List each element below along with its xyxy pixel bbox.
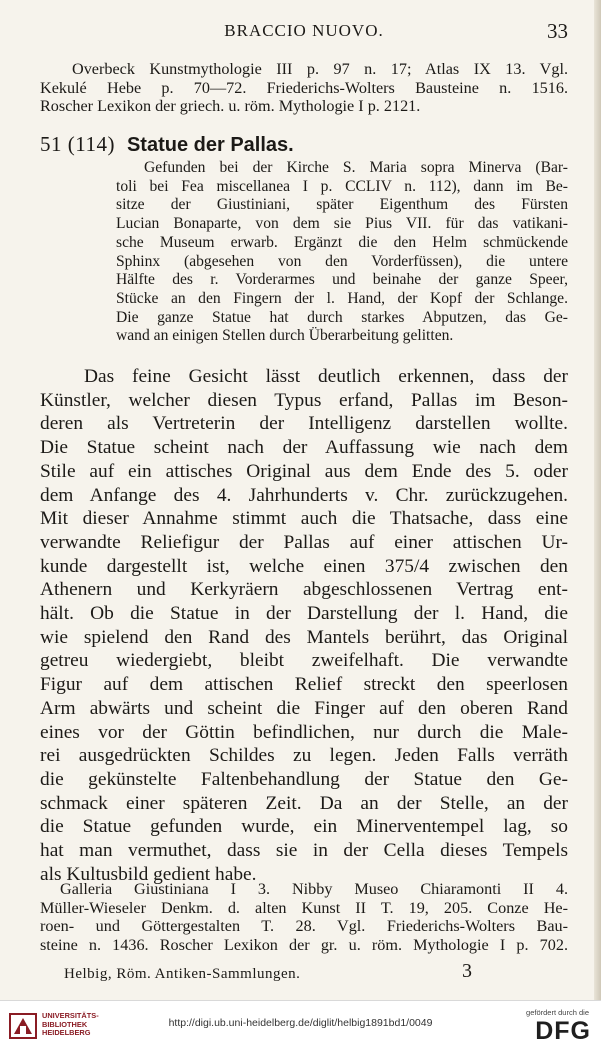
body-line: als Kultusbild gedient habe.	[40, 863, 257, 885]
provenance-line: Gefunden bei der Kirche S. Maria sopra Minerva (Bar-	[144, 159, 568, 176]
reference-line: Roscher Lexikon der griech. u. röm. Mythologie I p. 2121.	[40, 97, 421, 116]
page-number: 33	[547, 19, 568, 43]
reference-line: Müller-Wieseler Denkm. d. alten Kunst II T. 19, 205. Conze He-	[40, 898, 568, 917]
body-line: hat man vermuthet, dass sie in der Cella dieses Tempels	[40, 840, 568, 862]
body-line: rei ausgedrückten Schildes zu legen. Jeden Falls verräth	[40, 745, 568, 767]
provenance-paragraph	[116, 159, 568, 346]
body-line: verwandte Reliefigur der Pallas auf einer attischen Ur-	[40, 531, 568, 553]
body-line: getreu wiedergiebt, bleibt zweifelhaft. Die verwandte	[40, 650, 568, 672]
entry-heading	[40, 132, 568, 157]
body-line: die Statue gefunden wurde, ein Minerventempel lag, so	[40, 816, 568, 838]
body-line: dem Anfange des 4. Jahrhunderts v. Chr. zurückzugehen.	[40, 484, 568, 506]
provenance-line: Die ganze Statue hat durch starkes Abputzen, das Ge-	[116, 308, 568, 326]
body-line: Stile auf ein attisches Original aus dem Ende des 5. oder	[40, 460, 568, 482]
running-title: BRACCIO NUOVO.	[224, 21, 384, 40]
entry-number: 51 (114)	[40, 132, 115, 156]
page-gutter-shadow	[594, 0, 601, 1000]
body-line: wie spielend den Rand des Mantels berührt, das Original	[40, 626, 568, 648]
reference-line: Kekulé Hebe p. 70—72. Friederichs-Wolters Bausteine n. 1516.	[40, 78, 568, 97]
library-name-line: BIBLIOTHEK	[42, 1019, 88, 1029]
reference-line: Galleria Giustiniana I 3. Nibby Museo Chiaramonti II 4.	[60, 880, 568, 898]
printer-signature: Helbig, Röm. Antiken-Sammlungen.	[64, 966, 301, 982]
references-bottom	[40, 880, 568, 954]
provenance-line: Stücke an den Fingern der l. Hand, der Kopf der Schlange.	[116, 289, 568, 307]
signature-number: 3	[462, 960, 472, 982]
body-line: Arm abwärts und scheint die Finger auf den oberen Rand	[40, 697, 568, 719]
funding-caption: gefördert durch die	[526, 1008, 589, 1017]
body-line: hält. Ob die Statue in der Darstellung der l. Hand, die	[40, 603, 568, 625]
provenance-line: Sphinx (abgesehen von den Vorderfüssen), die untere	[116, 252, 568, 270]
entry-title: Statue der Pallas.	[126, 134, 294, 156]
body-line: Athenern und Kerkyräern abgeschlossenen Vertrag ent-	[40, 579, 568, 601]
reference-line: roen- und Göttergestalten T. 28. Vgl. Friederichs-Wolters Bau-	[40, 917, 568, 936]
body-line: Mit dieser Annahme stimmt auch die Thatsache, dass eine	[40, 508, 568, 530]
library-name-line: UNIVERSITÄTS-	[42, 1011, 99, 1020]
running-head	[40, 19, 568, 45]
body-line: Das feine Gesicht lässt deutlich erkennen, dass der	[84, 366, 568, 387]
provenance-line: Lucian Bonaparte, von dem sie Pius VII. für das vatikani-	[116, 215, 568, 233]
body-line: kunde dargestellt ist, welche einen 375/4 zwischen den	[40, 555, 568, 577]
provenance-line: sche Museum erwarb. Ergänzt die den Helm schmückende	[116, 233, 568, 251]
body-line: Künstler, welcher diesen Typus erfand, Pallas im Beson-	[40, 389, 568, 411]
viewer-footer-bar	[0, 1000, 601, 1049]
references-top	[40, 60, 568, 116]
reference-line: steine n. 1436. Roscher Lexikon der gr. u. röm. Mythologie I p. 702.	[40, 935, 568, 954]
body-line: Figur auf dem attischen Relief streckt den speerlosen	[40, 674, 568, 696]
body-line: Die Statue scheint nach der Auffassung wie nach dem	[40, 437, 568, 459]
provenance-line: sitze der Giustiniani, später Eigenthum des Fürsten	[116, 196, 568, 214]
provenance-line: toli bei Fea miscellanea I p. CCLIV n. 112), dann im Be-	[116, 177, 568, 195]
provenance-line: Hälfte des r. Vorderarmes und beinahe der ganze Speer,	[116, 271, 568, 289]
body-line: die gekünstelte Faltenbehandlung der Statue den Ge-	[40, 768, 568, 790]
body-paragraph	[40, 365, 568, 886]
library-name-line: HEIDELBERG	[42, 1028, 91, 1038]
provenance-line: wand an einigen Stellen durch Überarbeitung gelitten.	[116, 327, 454, 345]
body-line: eines vor der Göttin befindlichen, nur durch die Male-	[40, 721, 568, 743]
dfg-logo[interactable]: DFG	[535, 1017, 591, 1045]
reference-line: Overbeck Kunstmythologie III p. 97 n. 17; Atlas IX 13. Vgl.	[72, 60, 568, 78]
body-line: schmack einer späteren Zeit. Da an der Stelle, an der	[40, 792, 568, 814]
body-line: deren als Vertreterin der Intelligenz darstellen wollte.	[40, 413, 568, 435]
permalink-url[interactable]: http://digi.ub.uni-heidelberg.de/diglit/helbig1891bd1/0049	[168, 1017, 433, 1029]
